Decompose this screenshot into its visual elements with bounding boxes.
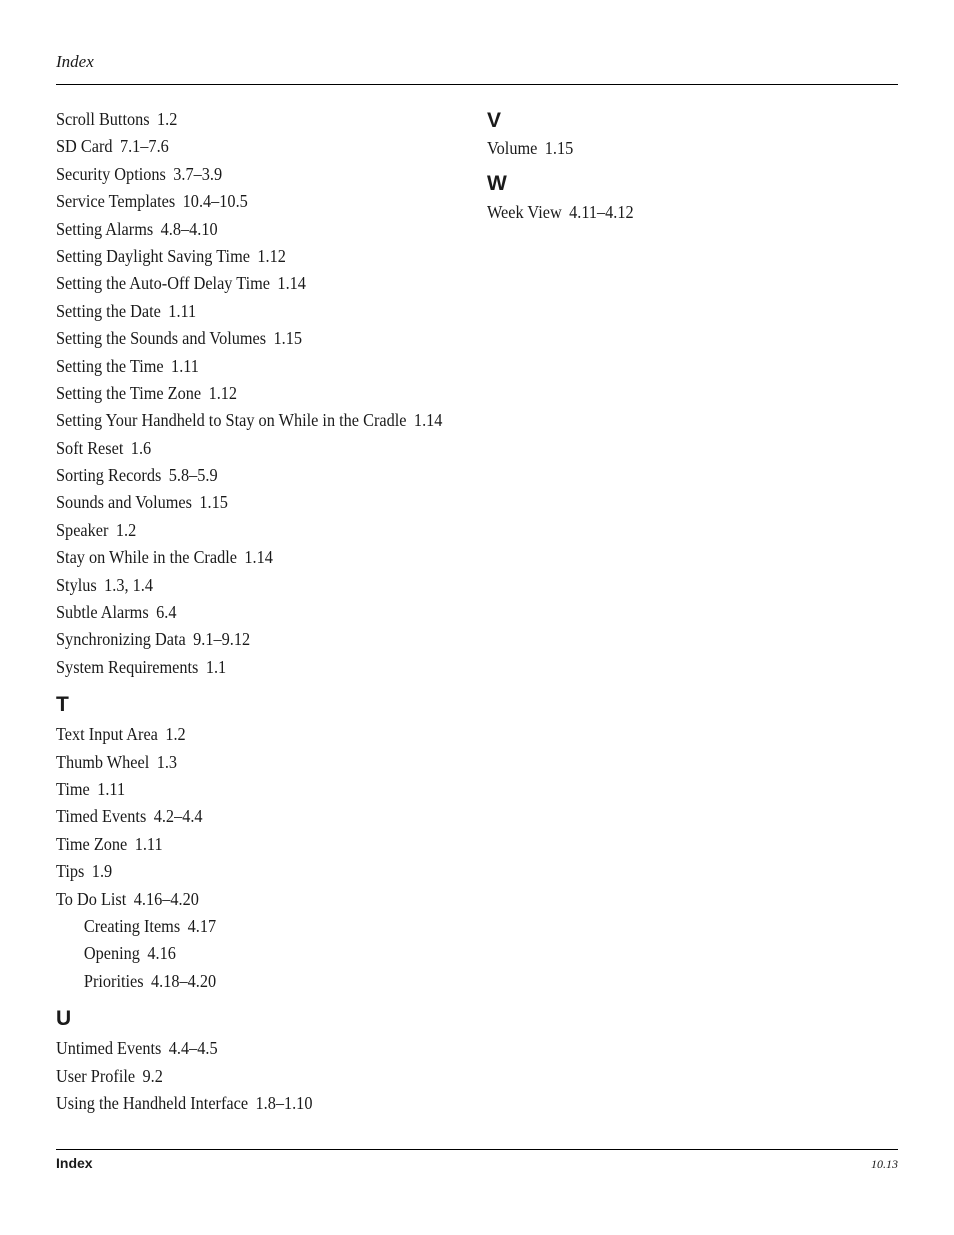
index-column-right bbox=[487, 106, 898, 227]
entry-pages: 4.17 bbox=[187, 915, 217, 936]
section-letter-w: W bbox=[487, 172, 507, 196]
entry-pages: 4.16 bbox=[147, 943, 176, 964]
entry-term: Thumb Wheel bbox=[56, 751, 150, 772]
index-entry bbox=[56, 721, 447, 748]
header-rule bbox=[56, 84, 898, 85]
entry-term: Week View bbox=[487, 202, 562, 223]
index-entry bbox=[56, 216, 447, 243]
entry-pages: 1.14 bbox=[244, 547, 273, 568]
index-entry bbox=[56, 435, 447, 462]
entry-term: System Requirements bbox=[56, 656, 199, 677]
entry-term: Priorities bbox=[83, 970, 144, 991]
entry-term: Timed Events bbox=[56, 806, 147, 827]
index-entry bbox=[56, 243, 447, 270]
entry-term: Setting Alarms bbox=[56, 218, 154, 239]
index-column-left bbox=[56, 106, 476, 1117]
index-entry bbox=[56, 654, 447, 681]
entry-pages: 1.11 bbox=[168, 300, 197, 321]
section-letter-u: U bbox=[56, 1007, 72, 1031]
index-entry bbox=[56, 1063, 447, 1090]
entry-term: Sorting Records bbox=[56, 465, 162, 486]
index-entry bbox=[56, 831, 447, 858]
entry-term: Tips bbox=[56, 861, 85, 882]
entry-term: Security Options bbox=[56, 163, 166, 184]
entry-term: Scroll Buttons bbox=[56, 109, 150, 129]
entry-pages: 7.1–7.6 bbox=[119, 136, 169, 157]
index-entry bbox=[56, 803, 447, 830]
index-section-w bbox=[487, 169, 898, 226]
entry-term: Sounds and Volumes bbox=[56, 492, 192, 513]
footer-page-number: 10.13 bbox=[871, 1157, 898, 1171]
entry-pages: 5.8–5.9 bbox=[168, 465, 218, 486]
entry-term: User Profile bbox=[56, 1065, 136, 1086]
index-entry bbox=[56, 517, 447, 544]
entry-term: Stylus bbox=[56, 574, 97, 595]
entry-pages: 1.14 bbox=[413, 410, 443, 431]
entry-pages: 4.8–4.10 bbox=[160, 218, 218, 239]
index-subentry bbox=[56, 913, 447, 940]
index-entry bbox=[56, 353, 447, 380]
entry-term: Using the Handheld Interface bbox=[56, 1092, 249, 1113]
entry-pages: 4.16–4.20 bbox=[133, 888, 199, 909]
entry-pages: 1.3 bbox=[156, 751, 178, 772]
entry-term: Subtle Alarms bbox=[56, 602, 149, 623]
index-entry bbox=[56, 749, 447, 776]
footer-rule bbox=[56, 1149, 898, 1150]
index-entry bbox=[56, 626, 447, 653]
entry-term: Setting the Sounds and Volumes bbox=[56, 328, 267, 349]
index-entry bbox=[56, 572, 447, 599]
index-entry bbox=[56, 599, 447, 626]
entry-term: Setting the Time Zone bbox=[56, 382, 202, 403]
index-subentry bbox=[56, 968, 447, 995]
entry-pages: 1.14 bbox=[277, 273, 306, 294]
index-entry bbox=[56, 380, 447, 407]
entry-pages: 1.12 bbox=[257, 245, 286, 266]
entry-pages: 1.12 bbox=[208, 382, 238, 403]
index-entry bbox=[56, 106, 447, 133]
entry-term: To Do List bbox=[56, 888, 127, 909]
entry-term: Text Input Area bbox=[56, 724, 158, 745]
entry-pages: 1.11 bbox=[97, 778, 126, 799]
entry-pages: 4.4–4.5 bbox=[168, 1038, 218, 1059]
entry-term: Opening bbox=[83, 943, 140, 964]
index-section-v bbox=[487, 106, 898, 162]
entry-pages: 1.2 bbox=[115, 519, 137, 540]
entry-pages: 4.2–4.4 bbox=[153, 806, 203, 827]
footer-section-label: Index bbox=[56, 1155, 93, 1171]
entry-pages: 1.15 bbox=[544, 138, 574, 158]
index-entry bbox=[56, 188, 447, 215]
entry-pages: 10.4–10.5 bbox=[182, 191, 248, 212]
entry-term: Stay on While in the Cradle bbox=[56, 547, 237, 568]
entry-term: Setting Daylight Saving Time bbox=[56, 245, 250, 266]
entry-term: Setting the Date bbox=[56, 300, 161, 321]
entry-term: SD Card bbox=[56, 136, 113, 157]
index-entry bbox=[56, 133, 447, 160]
index-entry bbox=[56, 544, 447, 571]
entry-pages: 1.11 bbox=[171, 355, 199, 376]
entry-pages: 1.3, 1.4 bbox=[104, 574, 153, 595]
entry-term: Time Zone bbox=[56, 833, 128, 854]
entry-pages: 1.8–1.10 bbox=[255, 1092, 313, 1113]
entry-term: Synchronizing Data bbox=[56, 629, 186, 650]
section-letter-v: V bbox=[487, 109, 502, 132]
entry-pages: 1.15 bbox=[273, 328, 303, 349]
entry-term: Service Templates bbox=[56, 191, 176, 212]
entry-term: Time bbox=[56, 778, 90, 799]
index-entry bbox=[56, 298, 447, 325]
index-entry bbox=[56, 161, 447, 188]
index-entry bbox=[56, 489, 447, 516]
entry-term: Untimed Events bbox=[56, 1038, 162, 1059]
index-entry bbox=[487, 135, 869, 162]
entry-pages: 1.11 bbox=[134, 833, 163, 854]
entry-term: Setting the Time bbox=[56, 355, 164, 376]
entry-term: Setting Your Handheld to Stay on While in the Cradle bbox=[56, 410, 407, 431]
entry-pages: 6.4 bbox=[156, 602, 177, 623]
index-entry bbox=[487, 199, 869, 226]
entry-pages: 3.7–3.9 bbox=[173, 163, 223, 184]
entry-term: Creating Items bbox=[83, 915, 181, 936]
index-entry bbox=[56, 858, 447, 885]
entry-pages: 9.1–9.12 bbox=[193, 629, 251, 650]
entry-pages: 1.6 bbox=[130, 437, 152, 458]
index-entry bbox=[56, 325, 447, 352]
entry-term: Volume bbox=[487, 138, 538, 158]
section-letter-t: T bbox=[56, 693, 69, 717]
entry-pages: 1.15 bbox=[199, 492, 228, 513]
running-head: Index bbox=[56, 52, 94, 71]
entry-pages: 4.18–4.20 bbox=[151, 970, 217, 991]
entry-pages: 9.2 bbox=[142, 1065, 163, 1086]
entry-pages: 1.1 bbox=[205, 656, 227, 677]
entry-pages: 1.2 bbox=[157, 109, 178, 129]
entry-pages: 4.11–4.12 bbox=[569, 202, 634, 223]
entry-pages: 1.9 bbox=[91, 861, 113, 882]
index-entry bbox=[56, 776, 447, 803]
entry-term: Speaker bbox=[56, 519, 109, 540]
index-entry bbox=[56, 462, 447, 489]
index-entry bbox=[56, 886, 447, 913]
index-entry bbox=[56, 1035, 447, 1062]
index-entry bbox=[56, 270, 447, 297]
index-section-s bbox=[56, 106, 476, 681]
index-entry bbox=[56, 1090, 447, 1117]
index-section-u bbox=[56, 1001, 476, 1117]
index-section-t bbox=[56, 687, 476, 995]
index-entry bbox=[56, 407, 447, 434]
entry-term: Setting the Auto-Off Delay Time bbox=[56, 273, 270, 294]
entry-pages: 1.2 bbox=[165, 724, 186, 745]
index-subentry bbox=[56, 940, 447, 967]
entry-term: Soft Reset bbox=[56, 437, 124, 458]
